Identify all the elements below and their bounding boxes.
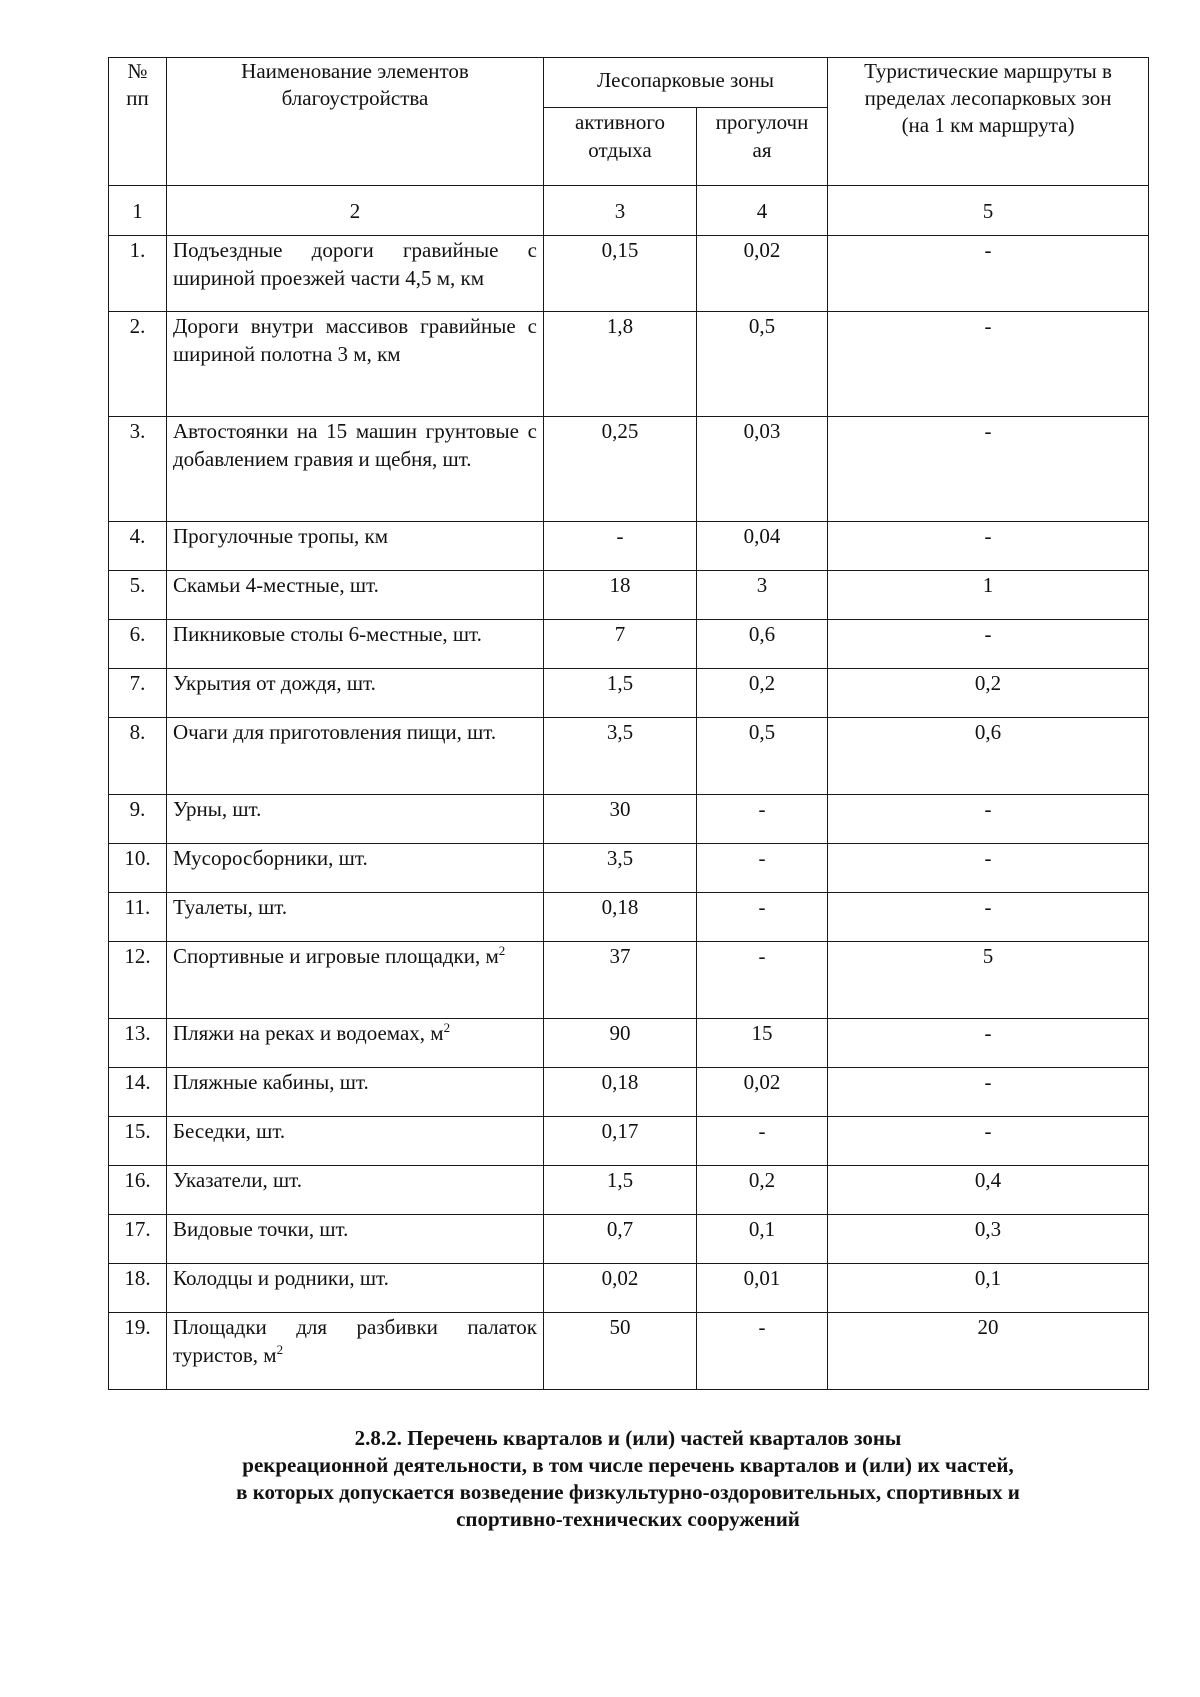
value-active: 0,02: [544, 1264, 697, 1313]
element-name-text: Дороги внутри массивов гравийные с шириной полотна 3 м, км: [173, 314, 537, 366]
unit-exponent: 2: [498, 943, 506, 958]
element-name: [167, 1313, 544, 1390]
column-number: 3: [544, 186, 697, 236]
value-active: 1,5: [544, 1166, 697, 1215]
value-walking: 0,04: [697, 522, 828, 571]
row-number: 1.: [109, 236, 167, 312]
value-active: 3,5: [544, 844, 697, 893]
value-active: -: [544, 522, 697, 571]
value-active: 3,5: [544, 718, 697, 795]
column-numbers-row: [109, 186, 1149, 236]
value-active: 90: [544, 1019, 697, 1068]
row-number: 5.: [109, 571, 167, 620]
value-tourist: -: [828, 844, 1149, 893]
element-name: [167, 417, 544, 522]
value-tourist: 0,2: [828, 669, 1149, 718]
value-walking: 0,6: [697, 620, 828, 669]
table-row: [109, 1264, 1149, 1313]
value-tourist: 0,3: [828, 1215, 1149, 1264]
element-name-text: Спортивные и игровые площадки, м: [173, 944, 499, 968]
element-name-text: Прогулочные тропы, км: [173, 524, 389, 548]
improvement-elements-table: [108, 57, 1149, 1390]
table-row: [109, 236, 1149, 312]
element-name-text: Указатели, шт.: [173, 1168, 303, 1192]
table-row: [109, 669, 1149, 718]
element-name: [167, 1166, 544, 1215]
table-row: [109, 571, 1149, 620]
value-walking: 0,2: [697, 1166, 828, 1215]
value-walking: 0,1: [697, 1215, 828, 1264]
row-number: 3.: [109, 417, 167, 522]
section-heading-line: спортивно-технических сооружений: [456, 1507, 800, 1531]
row-number: 8.: [109, 718, 167, 795]
row-number: 12.: [109, 942, 167, 1019]
table-row: [109, 620, 1149, 669]
row-number: 13.: [109, 1019, 167, 1068]
value-active: 0,18: [544, 893, 697, 942]
value-tourist: -: [828, 312, 1149, 417]
element-name-text: Автостоянки на 15 машин грунтовые с добавлением гравия и щебня, шт.: [173, 419, 537, 471]
value-tourist: -: [828, 522, 1149, 571]
element-name: [167, 844, 544, 893]
table-row: [109, 844, 1149, 893]
value-walking: -: [697, 844, 828, 893]
section-heading-line: в которых допускается возведение физкультурно-оздоровительных, спортивных и: [236, 1480, 1020, 1504]
table-row: [109, 1215, 1149, 1264]
element-name-text: Укрытия от дождя, шт.: [173, 671, 376, 695]
value-active: 50: [544, 1313, 697, 1390]
value-walking: 0,03: [697, 417, 828, 522]
table-row: [109, 417, 1149, 522]
value-walking: -: [697, 1117, 828, 1166]
element-name-text: Туалеты, шт.: [173, 895, 288, 919]
element-name-text: Площадки для разбивки палаток туристов, м: [173, 1315, 537, 1367]
value-tourist: 20: [828, 1313, 1149, 1390]
column-number: 5: [828, 186, 1149, 236]
element-name-text: Беседки, шт.: [173, 1119, 286, 1143]
row-number: 19.: [109, 1313, 167, 1390]
value-tourist: -: [828, 1019, 1149, 1068]
element-name-text: Колодцы и родники, шт.: [173, 1266, 389, 1290]
table-row: [109, 795, 1149, 844]
table-row: [109, 893, 1149, 942]
value-tourist: -: [828, 620, 1149, 669]
row-number: 11.: [109, 893, 167, 942]
row-number: 14.: [109, 1068, 167, 1117]
value-tourist: -: [828, 893, 1149, 942]
element-name-text: Урны, шт.: [173, 797, 262, 821]
value-walking: -: [697, 893, 828, 942]
table-row: [109, 718, 1149, 795]
value-walking: -: [697, 795, 828, 844]
value-walking: 15: [697, 1019, 828, 1068]
element-name: [167, 893, 544, 942]
row-number: 16.: [109, 1166, 167, 1215]
section-heading-line: 2.8.2. Перечень кварталов и (или) частей кварталов зоны: [354, 1426, 902, 1450]
table-row: [109, 1166, 1149, 1215]
element-name: [167, 620, 544, 669]
table-row: [109, 1313, 1149, 1390]
table-row: [109, 312, 1149, 417]
header-forest-zones: Лесопарковые зоны: [544, 58, 828, 108]
value-tourist: 0,4: [828, 1166, 1149, 1215]
value-active: 0,15: [544, 236, 697, 312]
header-number: № пп: [109, 58, 167, 186]
column-number: 2: [167, 186, 544, 236]
element-name: [167, 942, 544, 1019]
value-tourist: -: [828, 1068, 1149, 1117]
value-tourist: -: [828, 236, 1149, 312]
value-tourist: 5: [828, 942, 1149, 1019]
table-row: [109, 942, 1149, 1019]
row-number: 7.: [109, 669, 167, 718]
element-name-text: Пляжные кабины, шт.: [173, 1070, 369, 1094]
element-name: [167, 1264, 544, 1313]
value-walking: 0,02: [697, 236, 828, 312]
row-number: 2.: [109, 312, 167, 417]
value-active: 1,8: [544, 312, 697, 417]
element-name-text: Очаги для приготовления пищи, шт.: [173, 720, 497, 744]
header-tourist-routes: Туристические маршруты в пределах лесопарковых зон (на 1 км маршрута): [828, 58, 1149, 186]
row-number: 15.: [109, 1117, 167, 1166]
element-name: [167, 1019, 544, 1068]
value-tourist: -: [828, 1117, 1149, 1166]
element-name: [167, 669, 544, 718]
section-heading-line: рекреационной деятельности, в том числе перечень кварталов и (или) их частей,: [242, 1453, 1014, 1477]
value-active: 0,25: [544, 417, 697, 522]
table-row: [109, 1117, 1149, 1166]
value-active: 0,18: [544, 1068, 697, 1117]
element-name: [167, 1215, 544, 1264]
document-page: [108, 57, 1148, 1390]
value-walking: 3: [697, 571, 828, 620]
element-name: [167, 522, 544, 571]
unit-exponent: 2: [276, 1342, 284, 1357]
element-name-text: Скамьи 4-местные, шт.: [173, 573, 379, 597]
section-heading: [108, 1425, 1148, 1533]
table-row: [109, 1068, 1149, 1117]
value-tourist: -: [828, 417, 1149, 522]
value-walking: 0,02: [697, 1068, 828, 1117]
header-element-name: Наименование элементов благоустройства: [167, 58, 544, 186]
element-name-text: Мусоросборники, шт.: [173, 846, 368, 870]
header-active-rest: активного отдыха: [544, 108, 697, 186]
value-walking: 0,5: [697, 312, 828, 417]
value-tourist: 0,6: [828, 718, 1149, 795]
value-active: 30: [544, 795, 697, 844]
value-tourist: 1: [828, 571, 1149, 620]
value-tourist: -: [828, 795, 1149, 844]
row-number: 10.: [109, 844, 167, 893]
row-number: 4.: [109, 522, 167, 571]
value-active: 0,17: [544, 1117, 697, 1166]
element-name: [167, 571, 544, 620]
value-walking: 0,5: [697, 718, 828, 795]
value-tourist: 0,1: [828, 1264, 1149, 1313]
row-number: 6.: [109, 620, 167, 669]
value-active: 7: [544, 620, 697, 669]
element-name: [167, 1068, 544, 1117]
value-walking: 0,2: [697, 669, 828, 718]
element-name-text: Пляжи на реках и водоемах, м: [173, 1021, 444, 1045]
value-active: 37: [544, 942, 697, 1019]
value-active: 18: [544, 571, 697, 620]
element-name: [167, 236, 544, 312]
value-walking: -: [697, 1313, 828, 1390]
row-number: 9.: [109, 795, 167, 844]
element-name: [167, 718, 544, 795]
element-name-text: Пикниковые столы 6-местные, шт.: [173, 622, 482, 646]
column-number: 1: [109, 186, 167, 236]
value-active: 1,5: [544, 669, 697, 718]
value-active: 0,7: [544, 1215, 697, 1264]
unit-exponent: 2: [443, 1020, 451, 1035]
value-walking: -: [697, 942, 828, 1019]
element-name-text: Подъездные дороги гравийные с шириной проезжей части 4,5 м, км: [173, 238, 537, 290]
element-name: [167, 795, 544, 844]
table-row: [109, 1019, 1149, 1068]
row-number: 17.: [109, 1215, 167, 1264]
value-walking: 0,01: [697, 1264, 828, 1313]
table-row: [109, 522, 1149, 571]
header-walking: прогулочн ая: [697, 108, 828, 186]
row-number: 18.: [109, 1264, 167, 1313]
table-header-row: [109, 58, 1149, 108]
column-number: 4: [697, 186, 828, 236]
element-name: [167, 312, 544, 417]
element-name: [167, 1117, 544, 1166]
element-name-text: Видовые точки, шт.: [173, 1217, 349, 1241]
